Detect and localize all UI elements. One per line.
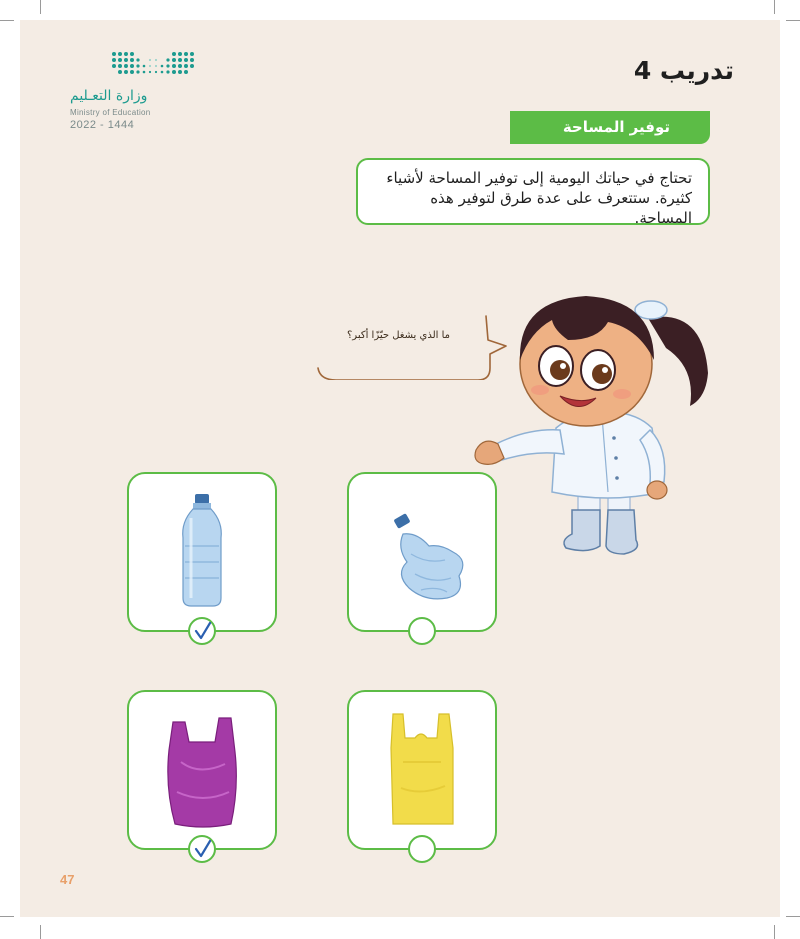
girl-character-icon xyxy=(468,278,718,568)
ministry-name-arabic: وزارة التعـليم xyxy=(70,88,148,104)
intro-line-1: تحتاج في حياتك اليومية إلى توفير المساحة لأشياء xyxy=(386,169,692,187)
intro-text-box xyxy=(356,158,710,225)
plastic-bottle-icon xyxy=(129,474,275,630)
crop-mark xyxy=(786,20,800,21)
crop-mark xyxy=(774,0,775,14)
answer-circle[interactable] xyxy=(188,617,216,645)
speech-question: ما الذي يشغل حيّزًا أكبر؟ xyxy=(347,330,450,341)
crop-mark xyxy=(786,916,800,917)
crushed-bottle-icon xyxy=(349,474,495,630)
answer-circle[interactable] xyxy=(188,835,216,863)
item-card-yellow-bag[interactable] xyxy=(347,690,497,850)
crop-mark xyxy=(0,916,14,917)
crop-mark xyxy=(0,20,14,21)
page-number: 47 xyxy=(60,872,75,887)
ministry-logo xyxy=(60,48,210,148)
exercise-title: تدريب 4 xyxy=(633,56,734,85)
intro-line-2: كثيرة. ستتعرف على عدة طرق لتوفير هذه المساحة. xyxy=(430,189,692,227)
crop-mark xyxy=(774,925,775,939)
ministry-dots-icon xyxy=(110,50,200,80)
yellow-bag-icon xyxy=(349,692,495,848)
answer-circle[interactable] xyxy=(408,835,436,863)
item-card-crushed-bottle[interactable] xyxy=(347,472,497,632)
item-card-plastic-bottle[interactable] xyxy=(127,472,277,632)
answer-circle[interactable] xyxy=(408,617,436,645)
topic-banner: توفير المساحة xyxy=(510,111,710,144)
item-card-purple-bag[interactable] xyxy=(127,690,277,850)
check-mark-icon xyxy=(193,839,213,859)
purple-bag-icon xyxy=(129,692,275,848)
crop-mark xyxy=(40,925,41,939)
check-mark-icon xyxy=(193,621,213,641)
academic-year: 2022 - 1444 xyxy=(70,119,135,131)
crop-mark xyxy=(40,0,41,14)
ministry-name-english: Ministry of Education xyxy=(70,108,151,117)
